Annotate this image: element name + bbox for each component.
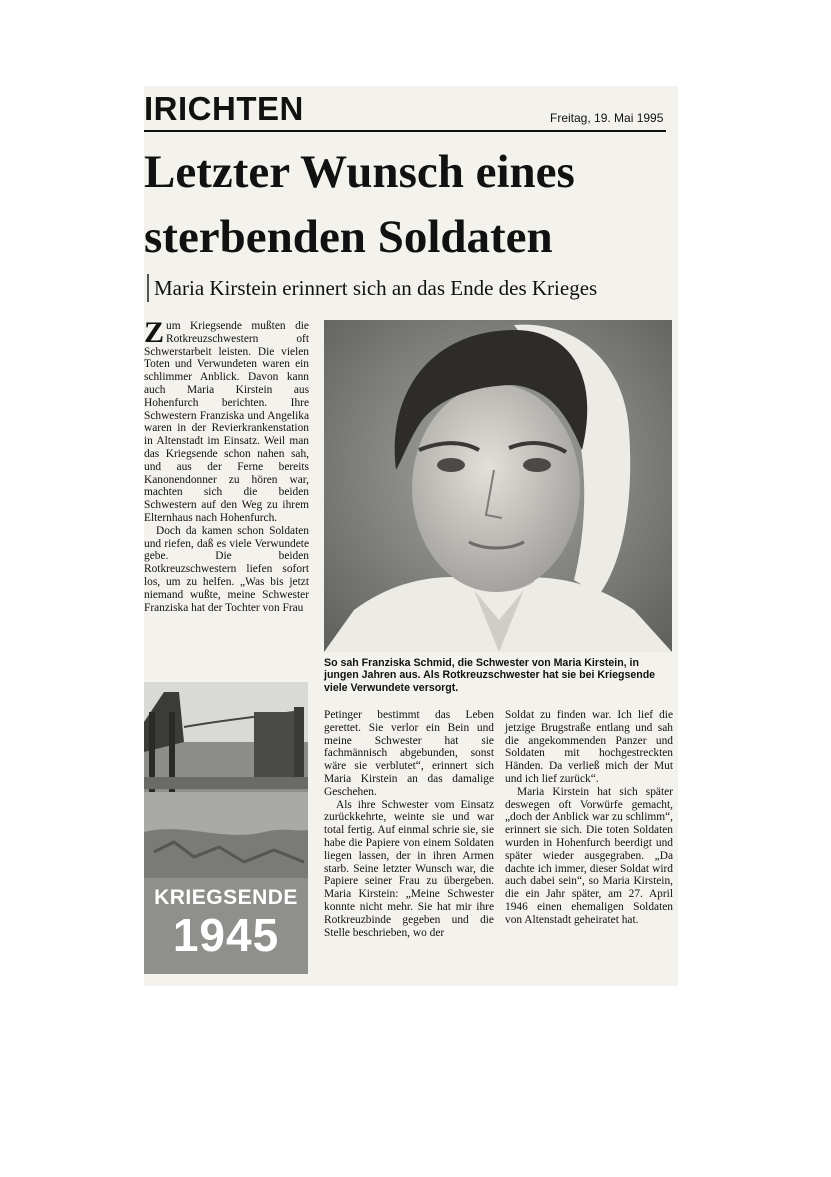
photo-caption: So sah Franziska Schmid, die Schwester von Maria Kirstein, in jungen Jahren aus. Als Rotkreuzschwester hat sie bei Kriegsende viele Verwundete versorgt. bbox=[324, 657, 656, 694]
article-column-3 bbox=[505, 709, 673, 927]
masthead: IRICHTEN bbox=[144, 90, 304, 127]
paragraph-text: um Kriegsende mußten die Rotkreuzschwestern oft Schwerstarbeit leisten. Die vielen Toten und Verwundeten waren ein schlimmer Anblick. Davon kann auch Maria Kirstein aus Hohenfurch berichten. Ihre Schwestern Franziska und Angelika waren in der Revierkrankenstation in Altenstadt im Einsatz. Weil man das Kriegsende schon nahen sah, und aus der Ferne bereits Kanonendonner zu hören war, machten sich die beiden Schwestern auf den Weg zu ihrem Elternhaus nach Hohenfurch. bbox=[144, 320, 309, 524]
paragraph: Maria Kirstein hat sich später deswegen oft Vorwürfe gemacht, „doch der Anblick war zu schlimm“, erinnert sie sich. Die toten Soldaten wurden in Hohenfurch beerdigt und später wieder ausgegraben. „Da dachte ich immer, dieser Soldat wird auch dabei sein“, so Maria Kirstein, die ein Jahr später, am 27. April 1946 einen ehemaligen Soldaten von Altenstadt geheiratet hat. bbox=[505, 785, 673, 926]
portrait-photo bbox=[324, 320, 672, 652]
kriegsende-year: 1945 bbox=[172, 909, 280, 961]
headline-line-1: Letzter Wunsch eines bbox=[144, 146, 575, 198]
drop-cap: Z bbox=[144, 316, 165, 349]
header-rule bbox=[144, 130, 666, 132]
paragraph: Soldat zu finden war. Ich lief die jetzige Brugstraße entlang und sah die angekommenden Panzer und Soldaten mit hochgestreckten Händen. Da verließ mich der Mut und ich lief zurück“. bbox=[505, 709, 673, 785]
kriegsende-box bbox=[144, 878, 308, 974]
bridge-ruins-photo bbox=[144, 682, 308, 878]
headline bbox=[144, 140, 674, 270]
paragraph: Als ihre Schwester vom Einsatz zurückkehrte, weinte sie und war total fertig. Auf einmal schrie sie, sie habe die Papiere von einem Soldaten liegen lassen, der in ihren Armen starb. Seine letzter Wunsch war, die Papiere seiner Frau zu übergeben. Maria Kirstein: „Meine Schwester konnte nicht mehr. Sie hat mir ihre Rotkreuzbinde gegeben und die Stelle beschrieben, wo der bbox=[324, 798, 494, 939]
article-column-1 bbox=[144, 316, 309, 614]
issue-date: Freitag, 19. Mai 1995 bbox=[550, 111, 664, 125]
subhead-marker bbox=[147, 274, 149, 302]
kriegsende-label: KRIEGSENDE bbox=[154, 886, 298, 909]
paragraph: Petinger bestimmt das Leben gerettet. Sie verlor ein Bein und meine Schwester hat sie fachmännisch abgebunden, sonst wäre sie verblutet“, erinnert sich Maria Kirstein an das damalige Geschehen. bbox=[324, 709, 494, 798]
paragraph: Doch da kamen schon Soldaten und riefen, daß es viele Verwundete gebe. Die beiden Rotkreuzschwestern liefen sofort los, um zu helfen. „Was bis jetzt niemand wußte, meine Schwester Franziska hat der Tochter von Frau bbox=[144, 524, 309, 614]
subheadline: Maria Kirstein erinnert sich an das Ende des Krieges bbox=[154, 276, 598, 300]
paragraph bbox=[144, 316, 309, 525]
article-column-2 bbox=[324, 709, 494, 939]
headline-line-2: sterbenden Soldaten bbox=[144, 211, 553, 263]
